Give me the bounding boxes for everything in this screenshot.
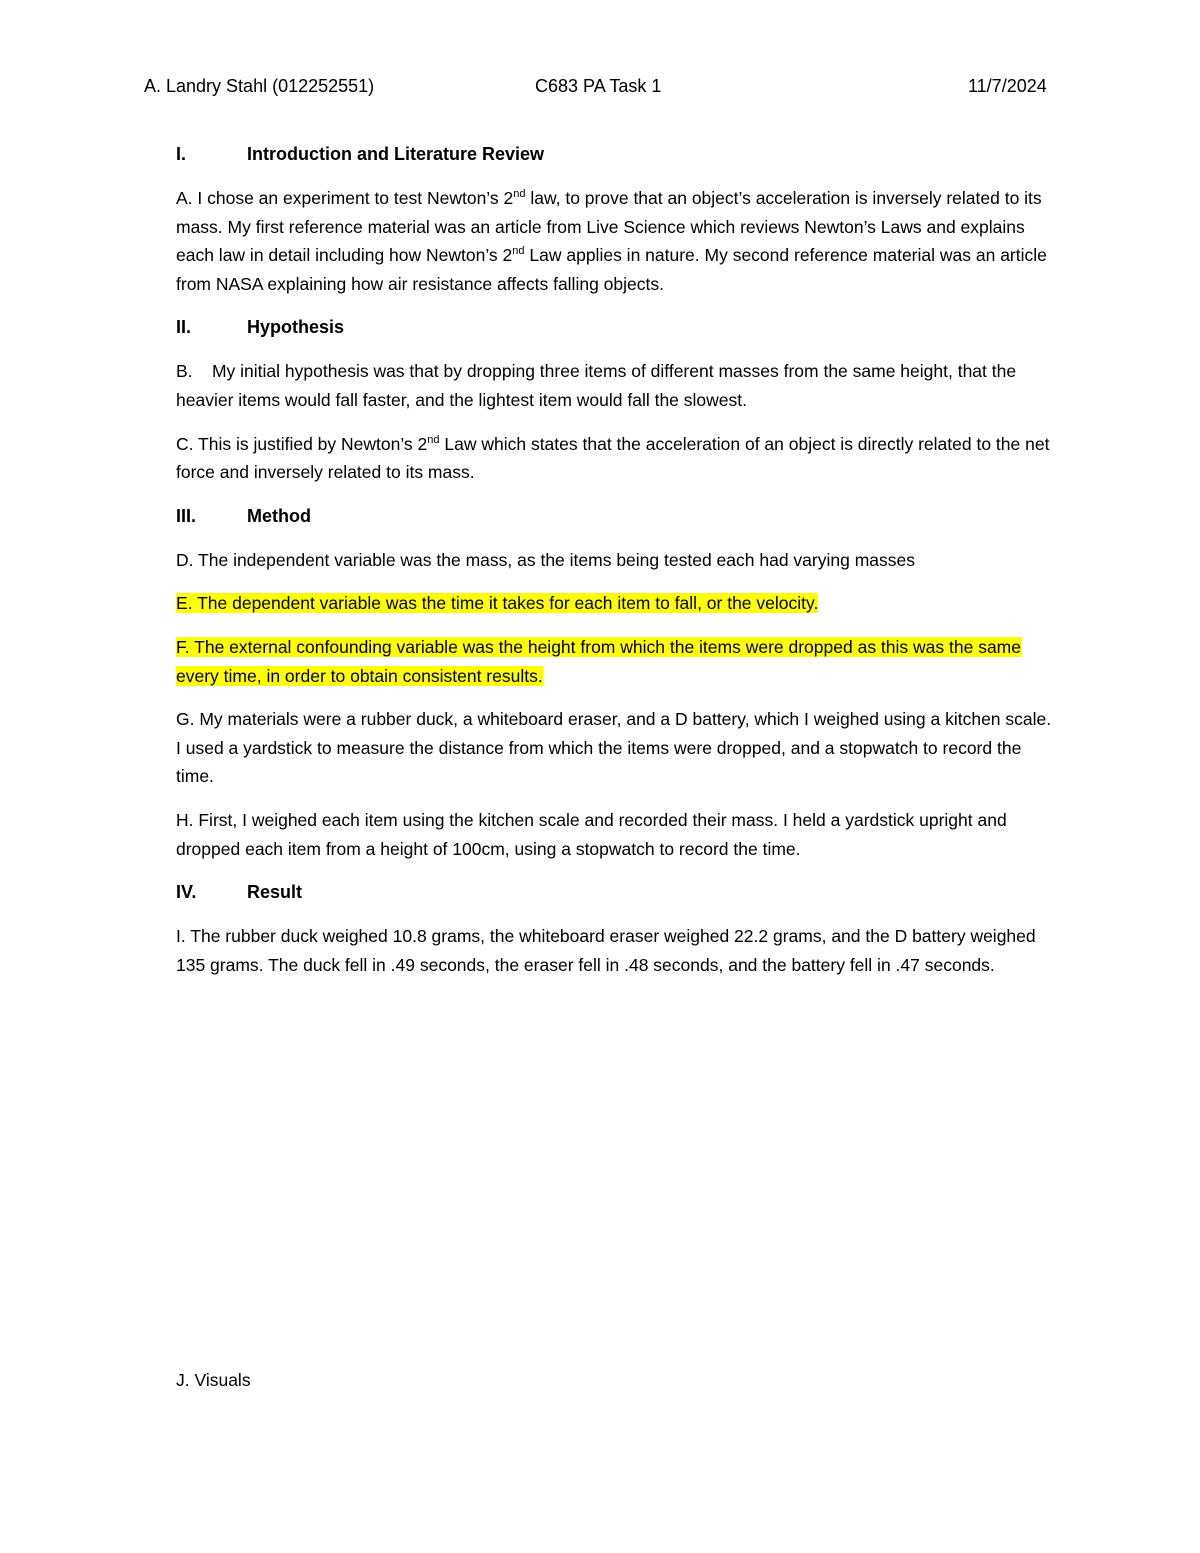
- section-title: Introduction and Literature Review: [247, 144, 545, 164]
- highlighted-text: E. The dependent variable was the time it takes for each item to fall, or the velocity.: [176, 593, 819, 614]
- paragraph-g: G. My materials were a rubber duck, a whiteboard eraser, and a D battery, which I weighed using a kitchen scale. I used a yardstick to measure the distance from which the items were dropped, and a stopwatch to record the time.: [176, 709, 1052, 787]
- header-date: 11/7/2024: [968, 76, 1047, 96]
- paragraph-a: A. I chose an experiment to test Newton’s 2nd law, to prove that an object’s acceleration is inversely related to its mass. My first reference material was an article from Live Science which reviews Newton’s Laws and explains each law in detail including how Newton’s 2nd Law applies in nature. My second reference material was an article from NASA explaining how air resistance affects falling objects.: [176, 188, 1047, 294]
- section-number: IV.: [176, 882, 197, 903]
- paragraph-h: H. First, I weighed each item using the kitchen scale and recorded their mass. I held a yardstick upright and dropped each item from a height of 100cm, using a stopwatch to record the time.: [176, 809, 1007, 859]
- section-title: Method: [247, 505, 311, 526]
- section-number: III.: [176, 505, 197, 526]
- section-title: Hypothesis: [247, 317, 345, 338]
- document-body: [176, 140, 1056, 994]
- section-number: I.: [176, 144, 187, 164]
- section-number: II.: [176, 317, 192, 338]
- header-author: A. Landry Stahl (012252551): [144, 76, 375, 96]
- visuals-label: J. Visuals: [176, 1370, 251, 1390]
- paragraph-i: I. The rubber duck weighed 10.8 grams, the whiteboard eraser weighed 22.2 grams, and the D battery weighed 135 grams. The duck fell in .49 seconds, the eraser fell in .48 seconds, and the battery fell in .47 seconds.: [176, 926, 1036, 975]
- paragraph-b: B. My initial hypothesis was that by dropping three items of different masses from the same height, that the heavier items would fall faster, and the lightest item would fall the slowest.: [176, 361, 1021, 410]
- section-heading-method: [176, 502, 1056, 531]
- paragraph-d: D. The independent variable was the mass, as the items being tested each had varying masses: [176, 549, 915, 570]
- section-title: Result: [247, 882, 303, 903]
- paragraph-e: [176, 589, 1056, 618]
- section-heading-introduction: [176, 140, 1056, 169]
- header-course: C683 PA Task 1: [535, 76, 662, 96]
- paragraph-f: [176, 633, 1056, 690]
- section-heading-result: [176, 878, 1056, 907]
- highlighted-text: F. The external confounding variable was the height from which the items were dropped as this was the same every time, in order to obtain consistent results.: [176, 636, 1021, 686]
- paragraph-c: C. This is justified by Newton’s 2nd Law which states that the acceleration of an object is directly related to the net force and inversely related to its mass.: [176, 433, 1050, 483]
- section-heading-hypothesis: [176, 313, 1056, 342]
